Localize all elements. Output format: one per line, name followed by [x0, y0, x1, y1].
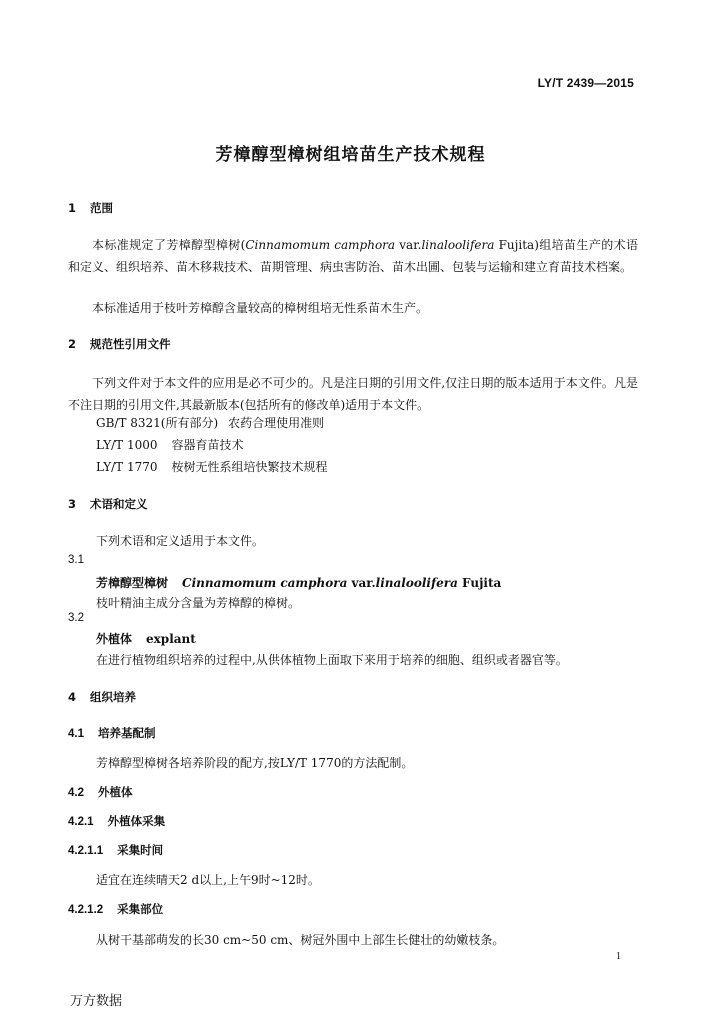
standard-code: LY/T 2439—2015	[537, 76, 634, 90]
section-title: 术语和定义	[90, 497, 148, 511]
term-definition: 在进行植物组织培养的过程中,从供体植物上面取下来用于培养的细胞、组织或者器官等。	[96, 653, 568, 667]
reference-item: GB/T 8321(所有部分) 农药合理使用准则	[96, 416, 325, 430]
section-title: 组织培养	[90, 690, 137, 704]
section-number: 1	[68, 201, 77, 215]
term-number: 3.1	[68, 554, 84, 566]
reference-item: LY/T 1770 桉树无性系组培快繁技术规程	[96, 460, 328, 474]
term-heading: 芳樟醇型樟树 Cinnamomum camphora var.linaloolifera Fujita	[96, 576, 502, 590]
subsection-heading: 4.2.1 外植体采集	[68, 814, 166, 828]
subsection-text: 适宜在连续晴天2 d以上,上午9时~12时。	[96, 873, 320, 887]
term-number: 3.2	[68, 612, 84, 624]
subsection-heading: 4.1 培养基配制	[68, 726, 156, 740]
page-number: 1	[616, 951, 621, 962]
subsection-text: 芳樟醇型樟树各培养阶段的配方,按LY/T 1770的方法配制。	[96, 756, 414, 770]
section-1-paragraph-2: 本标准适用于枝叶芳樟醇含量较高的樟树组培无性系苗木生产。	[92, 301, 429, 315]
section-number: 4	[68, 690, 77, 704]
term-heading: 外植体 explant	[96, 632, 196, 646]
document-title: 芳樟醇型樟树组培苗生产技术规程	[215, 145, 486, 165]
section-3-heading	[68, 496, 148, 512]
reference-item: LY/T 1000 容器育苗技术	[96, 438, 244, 452]
section-1-heading	[68, 200, 113, 216]
subsection-heading: 4.2 外植体	[68, 785, 133, 799]
subsection-text: 从树干基部萌发的长30 cm~50 cm、树冠外围中上部生长健壮的幼嫩枝条。	[96, 933, 505, 947]
section-title: 范围	[90, 201, 114, 215]
section-1-paragraph-1: 本标准规定了芳樟醇型樟树(Cinnamomum camphora var.linaloolifera Fujita)组培苗生产的术语和定义、组织培养、苗木移栽技术、苗期管理、病虫害防治、苗木出圃、包装与运输和建立育苗技术档案。	[68, 238, 638, 274]
section-3-intro: 下列术语和定义适用于本文件。	[96, 534, 265, 548]
section-title: 规范性引用文件	[90, 337, 171, 351]
term-definition: 枝叶精油主成分含量为芳樟醇的樟树。	[96, 596, 301, 610]
section-number: 3	[68, 497, 77, 511]
section-4-heading	[68, 689, 136, 705]
section-2-heading	[68, 336, 171, 352]
subsection-heading: 4.2.1.2 采集部位	[68, 902, 164, 916]
section-2-paragraph: 下列文件对于本文件的应用是必不可少的。凡是注日期的引用文件,仅注日期的版本适用于本文件。凡是不注日期的引用文件,其最新版本(包括所有的修改单)适用于本文件。	[68, 376, 638, 412]
section-number: 2	[68, 337, 77, 351]
subsection-heading: 4.2.1.1 采集时间	[68, 843, 164, 857]
watermark-text: 万方数据	[70, 994, 123, 1009]
